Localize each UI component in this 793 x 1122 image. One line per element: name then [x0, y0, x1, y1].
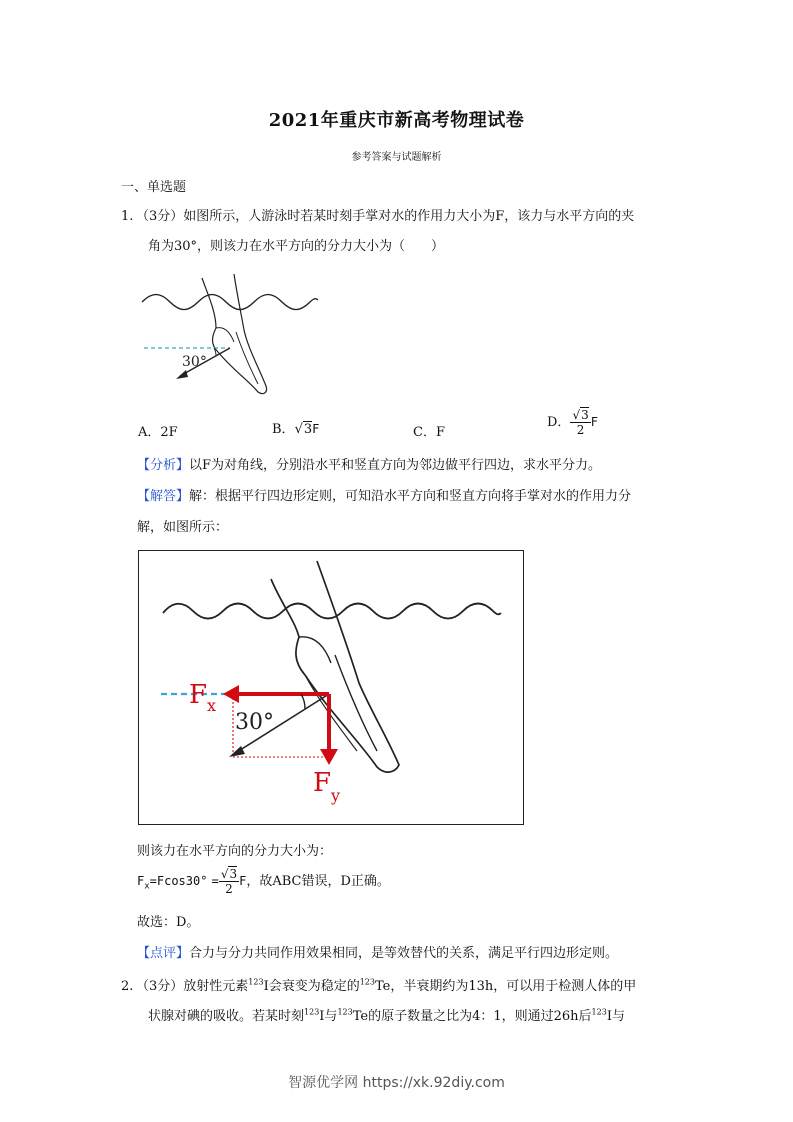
answer-line1: 【解答】解：根据平行四边形定则，可知沿水平方向和竖直方向将手掌对水的作用力分: [137, 489, 632, 504]
q1-solution-figure: [138, 550, 524, 825]
q1-figure-angle-label: 30°: [182, 354, 207, 370]
option-a: A．2F: [138, 425, 178, 440]
analysis-line: 【分析】以F为对角线，分别沿水平和竖直方向为邻边做平行四边，求水平分力。: [137, 458, 602, 473]
q1-line1: （3分）如图所示，人游泳时若某时刻手掌对水的作用力大小为F，该力与水平方向的夹: [136, 209, 635, 224]
fx-subscript: x: [207, 696, 217, 715]
footer-watermark[interactable]: 智源优学网 https://xk.92diy.com: [288, 1075, 505, 1091]
fy-subscript: y: [331, 786, 341, 805]
option-b: B．√3F: [272, 422, 320, 437]
q1-number: 1.: [121, 209, 134, 224]
option-c: C．F: [413, 425, 445, 440]
fig2-angle-label: 30°: [235, 710, 274, 735]
then-text: 则该力在水平方向的分力大小为：: [137, 844, 333, 859]
analysis-tag: 【分析】: [137, 458, 190, 473]
option-d: D． $\frac{√3}{2}$ F: [547, 408, 598, 437]
q1-figure: [138, 270, 328, 400]
answer-tag: 【解答】: [137, 489, 190, 504]
q1-line2: 角为30°，则该力在水平方向的分力大小为（ ）: [148, 239, 445, 254]
formula-line: $F_x=Fcos30^\circ$ = $\frac{√3}{2}$ F，故ABC错误，D正确。: [137, 867, 390, 896]
comment-line: 【点评】合力与分力共同作用效果相同，是等效替代的关系，满足平行四边形定则。: [137, 946, 619, 961]
fy-label: F: [313, 768, 332, 798]
q2-line1: （3分）放射性元素$^{123}$I会衰变为稳定的$^{123}$Te，半衰期约为13h，可以用于检测人体的甲: [136, 977, 637, 994]
comment-tag: 【点评】: [137, 946, 190, 961]
choice-text: 故选：D。: [137, 915, 200, 930]
fx-label: F: [189, 680, 208, 710]
q2-number: 2.: [121, 979, 134, 994]
page-title: 2021年重庆市新高考物理试卷: [268, 110, 525, 131]
answer-line2: 解，如图所示：: [137, 520, 229, 535]
section-heading: 一、单选题: [121, 180, 187, 195]
page-subtitle: 参考答案与试题解析: [351, 152, 442, 163]
q2-line2: 状腺对碘的吸收。若某时刻$^{123}$I与$^{123}$Te的原子数量之比为4：1，则通过26h后$^{123}$I与: [148, 1007, 625, 1024]
